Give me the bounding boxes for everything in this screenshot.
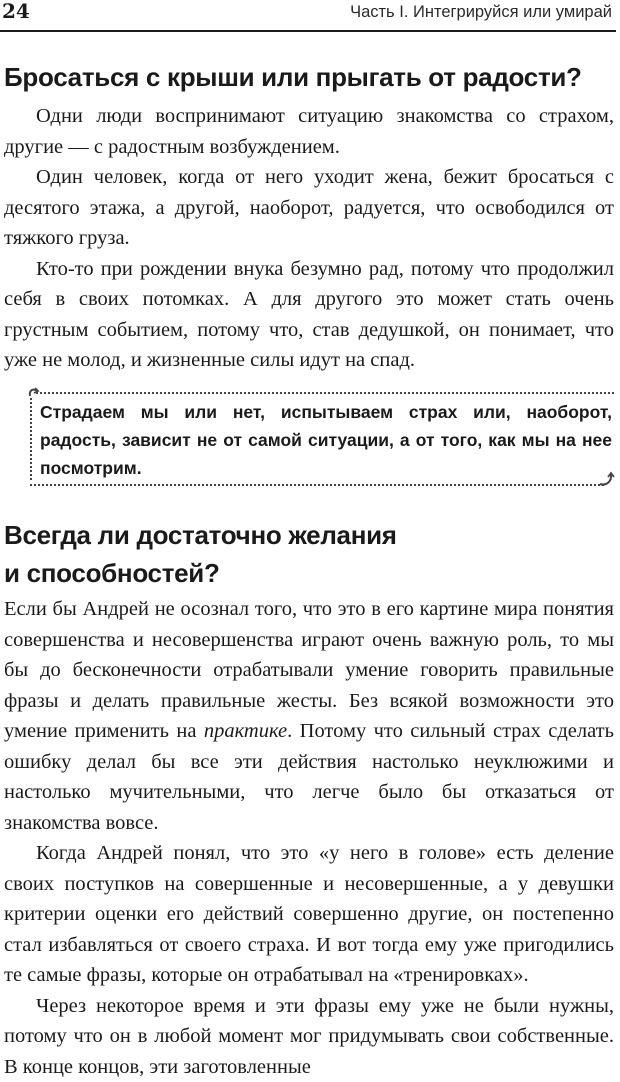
paragraph: Один человек, когда от него уходит жена, бежит бросаться с десятого этажа, а другой, наоборот, радуется, что освободился от тяжкого груза. <box>4 162 614 254</box>
paragraph: Кто-то при рождении внука безумно рад, потому что продолжил себя в своих потомках. А для другого это может стать очень грустным событием, потому что, став дедушкой, он понимает, что уже не молод, и жизненные силы идут на спад. <box>4 254 614 376</box>
callout-border <box>36 392 614 394</box>
section-2-body <box>4 594 614 1082</box>
paragraph: Когда Андрей понял, что это «у него в голове» есть деление своих поступков на совершенные и несовершенные, а у девушки критерии оценки его действий совершенно другие, он постепенно стал избавляться от своего страха. И вот тогда ему уже пригодились те самые фразы, которые он отрабатывал на «тренировках». <box>4 838 614 991</box>
section-heading-2-line-2: и способностей? <box>4 556 220 590</box>
callout-text: Страдаем мы или нет, испытываем страх или, наоборот, радость, зависит не от самой ситуации, а от того, как мы на нее посмотрим. <box>40 398 612 482</box>
page-header <box>0 0 616 24</box>
paragraph-text: . Потому что сильный страх сделать ошибку делал бы все эти действия настолько неуклюжими и настолько мучительными, что легче было бы отказаться от знакомства вовсе. <box>4 720 614 834</box>
paragraph <box>4 594 614 838</box>
page-number: 24 <box>2 0 30 22</box>
running-head: Часть I. Интегрируйся или умирай <box>350 2 612 22</box>
section-heading-1: Бросаться с крыши или прыгать от радости? <box>4 60 582 94</box>
section-1-body <box>4 101 614 376</box>
paragraph: Через некоторое время и эти фразы ему уже не были нужны, потому что он в любой момент мог придумывать свои собственные. В конце концов, эти заготовленные <box>4 991 614 1082</box>
paragraph: Одни люди воспринимают ситуацию знакомства со страхом, другие — с радостным возбуждением. <box>4 101 614 162</box>
paragraph-text: Если бы Андрей не осознал того, что это в его картине мира понятия совершенства и несовершенства играют очень важную роль, то мы бы до бесконечности отрабатывали умение говорить правильные фразы и делать правильные жесты. Без всякой возможности это умение применить на <box>4 598 614 742</box>
emphasis-text: практике <box>204 720 287 742</box>
callout-box <box>30 392 614 484</box>
section-heading-2-line-1: Всегда ли достаточно желания <box>4 518 397 552</box>
callout-border <box>30 484 604 486</box>
header-rule <box>0 30 616 32</box>
callout-border <box>30 398 32 480</box>
